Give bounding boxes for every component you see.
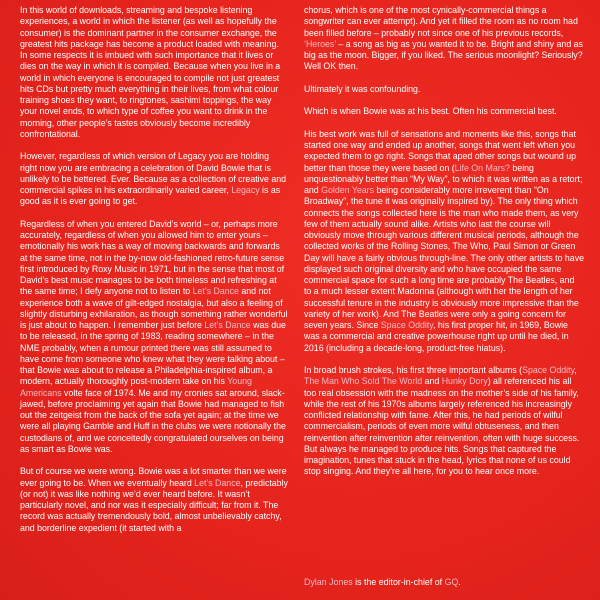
highlighted-title: Space Oddity — [522, 365, 575, 375]
paragraph — [304, 365, 584, 478]
text-run: His best work was full of sensations and moments like this, songs that started one way and ended up another, songs that went left when you expected them to go right. Songs that aped other songs but wound up better than those they were based on ( — [304, 128, 577, 173]
paragraph — [20, 151, 288, 207]
paragraph — [20, 466, 288, 534]
text-run: chorus, which is one of the most cynically-commercial things a songwriter can ever attempt). And yet it filled the room as no room had been filled before – probably not since one of his previous records, — [304, 5, 578, 38]
paragraph — [20, 5, 288, 140]
text-run: and — [422, 376, 442, 387]
text-run: being considerably more irreverent than “On Broadway”, the tune it was originally inspired by). The only thing which connects the songs collected here is the man who made them, as very few of them actually sound alike. Artists who last the course will obviously move through various different musical periods, although the collected works of the Rolling Stones, The Who, Paul Simon or Green Day will have a fairly obvious through-line. The only other artists to have displayed such original diversity and who have occupied the same commercial space for such a long time are probably The Beatles, and to a much lesser extent Madonna (although with her the length of her successful tenure in the industry is obviously more impressive than the variety of her work). And The Beatles were only a going concern for seven years. Since — [304, 185, 585, 330]
highlighted-title: Hunky Dory — [441, 376, 488, 387]
text-run: – a song as big as you wanted it to be. Bright and shiny and as big as the moon. Bigger, if you liked. The serious moonlight? Seriously? Well OK then. — [304, 38, 583, 72]
text-run: , — [574, 365, 577, 375]
highlighted-title: Let’s Dance — [194, 477, 241, 488]
paragraph — [20, 219, 288, 455]
left-column — [20, 5, 288, 545]
text-run: But of course we were wrong. Bowie was a lot smarter than we were ever going to be. When we eventually heard — [20, 466, 287, 488]
text-run: , predictably (or not) it was like nothing we’d ever heard before. It wasn’t particularly novel, and nor was it especially difficult; far from it. The record was actually tremendously bold, almost unbelievably catchy, and borderline expedient (it started with a — [20, 477, 288, 533]
text-run: In broad brush strokes, his first three important albums ( — [304, 365, 523, 375]
text-run: being unquestionably better than “My Way”, to which it was written as a retort; and — [304, 162, 583, 195]
text-run: , his first proper hit, in 1969, Bowie was a commercial and creative powerhouse right up until he died, in 2016 (including a decade-long, product-free hiatus). — [304, 320, 569, 353]
text-run: However, regardless of which version of Legacy you are holding right now you are embracing a celebration of David Bowie that is unlikely to be bettered. Ever. Because as a collection of creative and commercial spikes in his extraordinarily varied career, — [20, 151, 287, 195]
author-credit — [304, 577, 584, 588]
highlighted-title: Let’s Dance — [204, 320, 251, 330]
paragraph — [304, 5, 584, 73]
text-run: is the editor-in-chief of — [352, 577, 445, 587]
highlighted-title: Life On Mars? — [454, 162, 510, 173]
highlighted-title: Golden Years — [321, 185, 375, 195]
right-column — [304, 5, 584, 489]
paragraph — [304, 84, 584, 95]
highlighted-title: Legacy — [231, 185, 260, 195]
highlighted-title: Space Oddity — [380, 320, 433, 330]
highlighted-title: Young Americans — [20, 376, 252, 398]
paragraph — [304, 129, 584, 354]
highlighted-title: The Man Who Sold The World — [304, 376, 423, 387]
highlighted-title: GQ — [444, 577, 459, 587]
text-run: and not experience both a wave of gilt-edged nostalgia, but also a feeling of slightly disturbing exhilaration, as though something rather wonderful is just about to happen. I remember just before — [20, 286, 288, 330]
text-run: Regardless of when you entered David’s world – or, perhaps more accurately, regardless of when you allowed him to enter yours – emotionally his work has a way of moving backwards and forwards at the same time, not in the by-now old-fashioned retro-future sense first introduced by Roxy Music in 1971, but in the sense that most of David’s best music manages to be both timeless and refreshing at the same time; I defy anyone not to listen to — [20, 218, 285, 297]
text-run: is as good as it is ever going to get. — [20, 185, 281, 207]
text-run: was due to be released, in the spring of 1983, reading somewhere – in the NME probably, when a rumour printed there was still assumed to have come from someone who knew what they were talking about – that Bowie was about to release a Philadelphia-inspired album, a modern, actually thoroughly post-modern take on his — [20, 320, 286, 387]
text-run: . — [458, 577, 461, 587]
highlighted-title: Dylan Jones — [304, 577, 353, 587]
text-run: In this world of downloads, streaming and bespoke listening experiences, a world in which the listener (as well as hopefully the consumer) is the dominant partner in the consumer exchange, the greatest hits package has become a product loaded with meaning. In some respects it is imbued with such importance that it lives or dies on the way in which it is compiled. Because when you live in a world in which everyone is encouraged to compile not just greatest hits CDs but pretty much everything in their lives, from what colour training shoes they want, to ringtones, sashimi toppings, the way your novel ends, to which type of coffee you want to drink in the morning, other people’s tastes obviously become incredibly confrontational. — [20, 5, 281, 139]
highlighted-title: ‘Heroes’ — [304, 38, 336, 49]
text-run: ) all referenced his all too real obsession with the madness on the mother’s side of his family, while the rest of his 1970s albums largely referenced his increasingly conflicted relationship with fame. After this, he had periods of wilful commercialism, periods of even more wilful obtuseness, and then reinvention after reinvention after reinvention, often with huge success. But always he managed to produce hits. Songs that captured the imagination, tunes that stuck in the head, lyrics that none of us could stop singing. And they’re all here, for you to hear once more. — [304, 376, 580, 477]
text-run: Which is when Bowie was at his best. Often his commercial best. — [304, 106, 557, 117]
highlighted-title: Let’s Dance — [192, 286, 239, 297]
paragraph — [304, 106, 584, 117]
text-run: volte face of 1974. Me and my cronies sat around, slack-jawed, before proclaiming yet again that Bowie had managed to fish out the zeitgeist from the back of the sofa yet again; at the time we were all playing Gamble and Huff in the clubs we were notionally the custodians of, and we conceitedly congratulated ourselves on being as smart as Bowie was. — [20, 387, 286, 454]
text-run: Ultimately it was confounding. — [304, 83, 421, 94]
